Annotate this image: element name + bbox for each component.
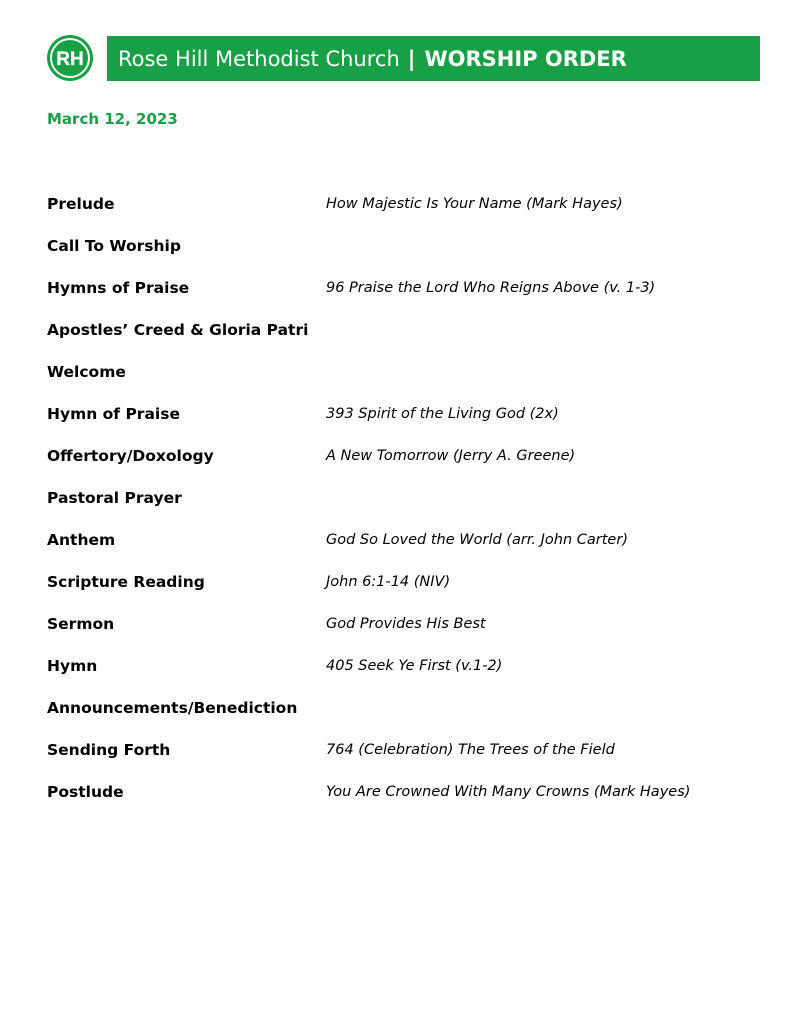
- order-item-detail: 393 Spirit of the Living God (2x): [326, 406, 559, 422]
- order-item: [47, 193, 767, 235]
- order-item-label: Prelude: [47, 195, 115, 213]
- order-item-detail: A New Tomorrow (Jerry A. Greene): [326, 448, 576, 464]
- order-item-label: Welcome: [47, 363, 126, 381]
- order-item-detail: You Are Crowned With Many Crowns (Mark Hayes): [326, 784, 691, 800]
- order-item-detail: How Majestic Is Your Name (Mark Hayes): [326, 196, 623, 212]
- logo-text: RH: [56, 49, 84, 70]
- header: [46, 34, 760, 84]
- order-item-detail: 96 Praise the Lord Who Reigns Above (v. 1-3): [326, 280, 656, 296]
- order-item-detail: 764 (Celebration) The Trees of the Field: [326, 742, 615, 758]
- order-item-label: Hymn of Praise: [47, 405, 180, 423]
- order-item: [47, 235, 767, 277]
- order-item-label: Sending Forth: [47, 741, 171, 759]
- order-item: [47, 445, 767, 487]
- order-item-label: Apostles’ Creed & Gloria Patri: [47, 321, 309, 339]
- order-item-label: Hymns of Praise: [47, 279, 190, 297]
- order-item: [47, 319, 767, 361]
- order-item-label: Anthem: [47, 531, 116, 549]
- title-banner: [107, 36, 760, 81]
- order-item: [47, 571, 767, 613]
- order-item: [47, 487, 767, 529]
- section-title: WORSHIP ORDER: [424, 46, 627, 71]
- order-item-label: Call To Worship: [47, 237, 181, 255]
- order-item: [47, 529, 767, 571]
- order-item: [47, 655, 767, 697]
- order-item-detail: 405 Seek Ye First (v.1-2): [326, 658, 503, 674]
- order-item-label: Sermon: [47, 615, 115, 633]
- order-item-label: Announcements/Benediction: [47, 699, 298, 717]
- order-item-detail: God Provides His Best: [326, 616, 486, 632]
- order-item-label: Scripture Reading: [47, 573, 205, 591]
- order-item-detail: God So Loved the World (arr. John Carter): [326, 532, 628, 548]
- order-item: [47, 613, 767, 655]
- order-item-label: Hymn: [47, 657, 98, 675]
- worship-order-list: [47, 193, 767, 823]
- order-item: [47, 739, 767, 781]
- church-logo: [46, 34, 94, 82]
- order-item: [47, 361, 767, 403]
- order-item-detail: John 6:1-14 (NIV): [326, 574, 451, 590]
- title-separator: |: [407, 46, 416, 71]
- service-date: March 12, 2023: [47, 110, 178, 128]
- order-item: [47, 697, 767, 739]
- order-item: [47, 277, 767, 319]
- order-item-label: Offertory/Doxology: [47, 447, 214, 465]
- order-item: [47, 781, 767, 823]
- order-item-label: Postlude: [47, 783, 124, 801]
- order-item-label: Pastoral Prayer: [47, 489, 182, 507]
- order-item: [47, 403, 767, 445]
- church-name: Rose Hill Methodist Church: [118, 46, 400, 71]
